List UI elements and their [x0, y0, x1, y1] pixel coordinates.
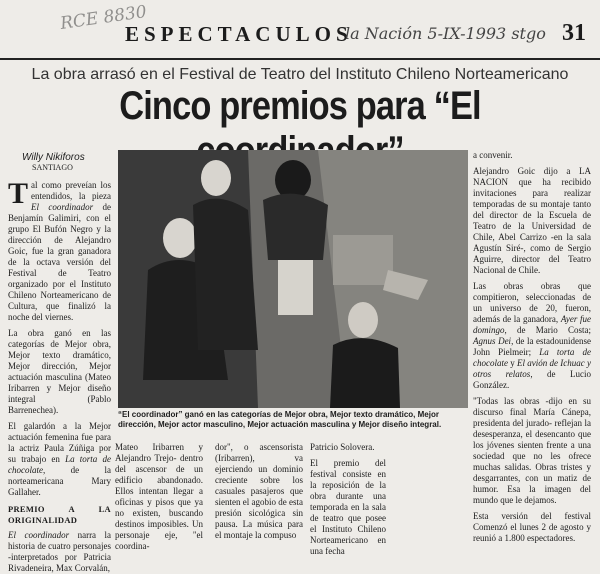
paragraph: Mateo Iribarren y Alejandro Trejo- dentro del ascensor de un edificio abandonado. Ellos intentan llegar a oficinas y pisos que ya no existen, buscando destinos imposibles. Un personaje eje, "el coordina- — [115, 442, 203, 551]
text-run: , de Mario Costa; — [504, 325, 591, 335]
article-column-5 — [473, 150, 592, 543]
handwritten-source-note: la Nación 5-IX-1993 stgo — [345, 24, 546, 43]
text-run: de Benjamín Galimiri, con el grupo El Bufón Negro y la dirección de Alejandro Goic, fue la gran ganadora de la octava versión del Festival de Teatro organizado por el Instituto Chileno Norteamericano de Cultura, que finalizó la noche del viernes. — [8, 202, 111, 322]
header-rule — [0, 58, 600, 60]
dateline-place: SANTIAGO — [32, 163, 73, 172]
paragraph: "Todas las obras -dijo en su discurso final María Cánepa, presidenta del jurado- reflejan la desesperanza, el desencanto que los jóvenes sienten frente a una sociedad que no les ofrece muchas salidas. Obras tristes y desgarrantes, con un matiz de humor. Esa la imagen del mundo que le dejamos. — [473, 396, 591, 505]
archive-code-handwriting: RCE 8830 — [59, 2, 148, 34]
text-run: narra la historia de cuatro personajes -interpretados por Patricia Rivadeneira, Max Corvalán, — [8, 530, 111, 573]
text-run: , de la estadounidense John Pielmeir; — [473, 336, 591, 357]
text-run: El coordinador — [31, 202, 94, 212]
text-run: El avión de Ichuac y otros relatos — [473, 358, 592, 379]
text-run: , de Lucio González. — [473, 369, 591, 390]
text-run: , de la norteamericana Mary Gallaher. — [8, 465, 111, 497]
paragraph: Alejandro Goic dijo a LA NACION que ha recibido invitaciones para realizar temporadas de su montaje tanto del director de la Escuela de Teatro de la Universidad de Chile, Abel Carrizo -en la sala Agustín Siré-, como de Sergio Aguirre, director del Teatro Nacional de Chile. — [473, 166, 591, 275]
paragraph: dor", o ascensorista (Iribarren), va ejerciendo un dominio creciente sobre los casuales pasajeros que sienten el agobio de esta presión sicológica sin pausa. La música para el montaje la compuso — [215, 442, 303, 540]
paragraph: Patricio Solovera. — [310, 442, 375, 452]
article-column-4 — [310, 442, 386, 556]
text-run: La torta de chocolate — [473, 347, 591, 368]
article-kicker: La obra arrasó en el Festival de Teatro del Instituto Chileno Norteamericano — [31, 66, 569, 83]
text-run: al como preveían los entendidos, la pieza — [31, 180, 111, 201]
subheading: PREMIO A LA ORIGINALIDAD — [8, 504, 111, 525]
article-column-2 — [115, 442, 203, 551]
article-column-1 — [8, 177, 111, 573]
byline: Willy Nikiforos — [22, 152, 85, 163]
text-run: El coordinador — [8, 530, 70, 540]
text-run: Las obras obras que compitieron, seleccionadas de un universo de 20, fueron, además de la ganadora, — [473, 281, 591, 324]
paragraph: Esta versión del festival Comenzó el lunes 2 de agosto y reunió a 1.800 espectadores. — [473, 511, 591, 543]
paragraph: El premio del festival consiste en la reposición de la obra durante una temporada en la sala de teatro que posee el Instituto Chileno Norteamericano en una fecha — [310, 458, 386, 556]
article-headline: Cinco premios para “El — [119, 84, 481, 128]
cast-photo — [118, 150, 468, 408]
text-run: Agnus Dei — [473, 336, 512, 346]
text-run: La torta de chocolate — [8, 454, 111, 475]
text-run: El galardón a la Mejor actuación femenina fue para la actriz Paula Zúñiga por su trabajo en — [8, 421, 111, 464]
text-run: y — [508, 358, 518, 368]
paragraph: La obra ganó en las categorías de Mejor obra, Mejor texto dramático, Mejor dirección, Mejor actuación masculina (Mateo Iribarren y Mejor diseño integral (Pablo Barrenechea). — [8, 328, 111, 415]
page-number: 31 — [562, 20, 586, 46]
photo-caption: “El coordinador” ganó en las categorías de Mejor obra, Mejor texto dramático, Mejor dirección, Mejor actor masculino, Mejor actuación masculina y Mejor diseño integral. — [118, 410, 442, 429]
text-run: Ayer fue domingo — [473, 314, 591, 335]
drop-cap: T — [8, 177, 29, 210]
photo-illustration — [118, 150, 468, 408]
paragraph: a convenir. — [473, 150, 513, 160]
section-title: ESPECTACULOS — [125, 22, 353, 46]
article-column-3 — [215, 442, 303, 540]
